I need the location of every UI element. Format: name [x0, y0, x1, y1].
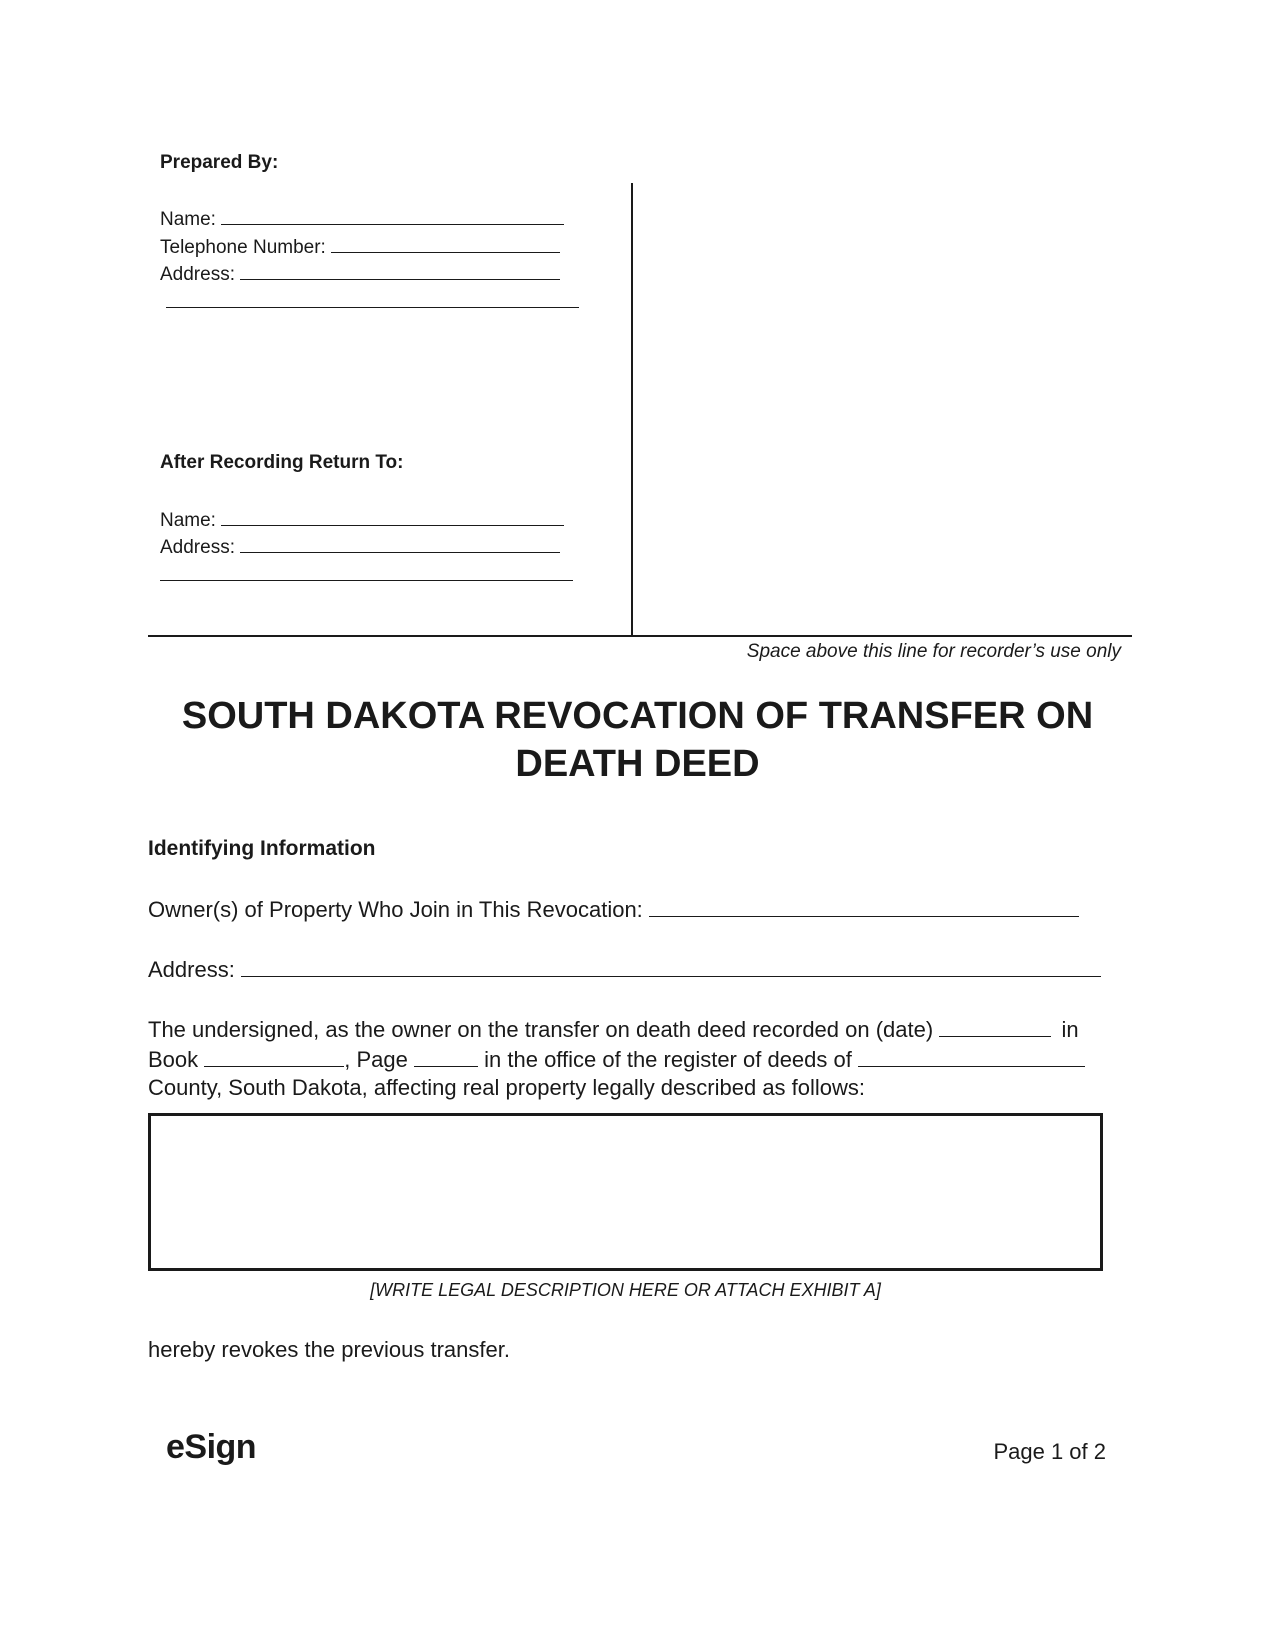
prepared-by-name-label: Name:	[160, 209, 216, 230]
address-row	[148, 954, 1101, 984]
esign-logo: eSign	[166, 1428, 257, 1466]
prepared-by-name-row	[160, 204, 564, 232]
document-title	[140, 692, 1135, 788]
identifying-heading: Identifying Information	[148, 837, 376, 860]
return-to-name-label: Name:	[160, 510, 216, 531]
prepared-by-telephone-label: Telephone Number:	[160, 237, 326, 258]
legal-description-box[interactable]	[148, 1113, 1103, 1271]
paragraph-line-2	[148, 1044, 1085, 1074]
recorded-date-field[interactable]	[939, 1014, 1051, 1037]
book-label: Book	[148, 1047, 199, 1072]
prepared-by-name-field[interactable]	[221, 204, 564, 225]
prepared-by-address-row	[160, 259, 560, 287]
prepared-by-heading: Prepared By:	[160, 152, 279, 173]
legal-description-caption: [WRITE LEGAL DESCRIPTION HERE OR ATTACH EXHIBIT A]	[370, 1280, 881, 1300]
address-label: Address:	[148, 957, 235, 982]
owners-label: Owner(s) of Property Who Join in This Revocation:	[148, 897, 643, 922]
prepared-by-telephone-field[interactable]	[331, 232, 560, 253]
prepared-by-address-line-2[interactable]	[166, 307, 579, 308]
recorder-area-bottom-line	[148, 635, 1132, 637]
prepared-by-telephone-row	[160, 232, 560, 260]
revokes-text: hereby revokes the previous transfer.	[148, 1337, 510, 1362]
recorder-note: Space above this line for recorder’s use only	[746, 641, 1121, 662]
page-label: , Page	[344, 1047, 408, 1072]
paragraph-line-3: County, South Dakota, affecting real property legally described as follows:	[148, 1075, 866, 1100]
page-field[interactable]	[414, 1044, 478, 1067]
paragraph-line-1-text: The undersigned, as the owner on the transfer on death deed recorded on (date)	[148, 1017, 934, 1042]
prepared-by-address-label: Address:	[160, 264, 235, 285]
return-to-heading: After Recording Return To:	[160, 452, 404, 473]
prepared-by-address-field[interactable]	[240, 259, 560, 280]
return-to-name-row	[160, 505, 564, 533]
recorder-area-divider	[631, 183, 633, 635]
register-text: in the office of the register of deeds of	[484, 1047, 852, 1072]
book-field[interactable]	[204, 1044, 344, 1067]
document-title-line-1: SOUTH DAKOTA REVOCATION OF TRANSFER ON	[181, 695, 1094, 737]
document-title-line-2: DEATH DEED	[515, 743, 760, 785]
return-to-name-field[interactable]	[221, 505, 564, 526]
page-number: Page 1 of 2	[993, 1439, 1106, 1464]
county-field[interactable]	[858, 1044, 1085, 1067]
owners-row	[148, 894, 1079, 924]
paragraph-line-1	[148, 1014, 1079, 1044]
return-to-address-row	[160, 532, 560, 560]
return-to-address-field[interactable]	[240, 532, 560, 553]
return-to-address-line-2[interactable]	[160, 580, 573, 581]
owners-field[interactable]	[649, 894, 1079, 917]
address-field[interactable]	[241, 954, 1101, 977]
paragraph-line-1-in: in	[1061, 1017, 1079, 1042]
return-to-address-label: Address:	[160, 537, 235, 558]
